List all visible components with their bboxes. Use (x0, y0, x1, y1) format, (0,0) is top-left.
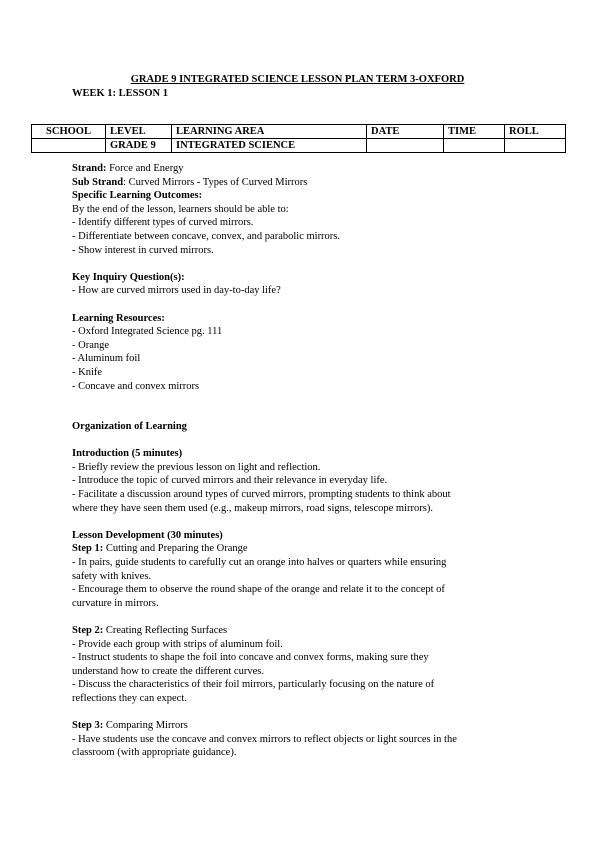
page-title: GRADE 9 INTEGRATED SCIENCE LESSON PLAN TERM 3-OXFORD (130, 74, 465, 85)
step-1-line: safety with knives. (72, 570, 152, 582)
resource-item: - Knife (72, 366, 103, 378)
step-2-line: - Provide each group with strips of aluminum foil. (72, 638, 283, 650)
inquiry-item: - How are curved mirrors used in day-to-day life? (72, 285, 281, 297)
step-3-title: Step 3: Comparing Mirrors (72, 720, 188, 732)
header-level: LEVEL (106, 125, 172, 139)
outcomes-intro: By the end of the lesson, learners should be able to: (72, 203, 289, 215)
header-date: DATE (367, 125, 444, 139)
introduction-line: - Briefly review the previous lesson on light and reflection. (72, 461, 321, 473)
cell-date (367, 139, 444, 153)
step-1-line: - In pairs, guide students to carefully cut an orange into halves or quarters while ensuring (72, 557, 447, 569)
development-heading: Lesson Development (30 minutes) (72, 529, 223, 541)
sub-strand-label: Sub Strand (72, 176, 124, 188)
step-1-line: curvature in mirrors. (72, 597, 159, 609)
info-table (31, 124, 566, 153)
resource-item: - Oxford Integrated Science pg. 111 (72, 326, 223, 338)
strand-line (72, 162, 524, 176)
introduction-heading: Introduction (5 minutes) (72, 448, 183, 460)
step-2-title: Step 2: Creating Reflecting Surfaces (72, 625, 228, 636)
introduction-line: - Facilitate a discussion around types of curved mirrors, prompting students to think about (72, 489, 451, 501)
cell-school (32, 139, 106, 153)
resource-item: - Aluminum foil (72, 353, 141, 365)
step-3-line: - Have students use the concave and convex mirrors to reflect objects or light sources in the (72, 733, 457, 745)
step-2-line: reflections they can expect. (72, 692, 187, 704)
introduction-line: where they have seen them used (e.g., makeup mirrors, road signs, telescope mirrors). (72, 502, 433, 514)
lesson-content (72, 162, 524, 760)
step-3-line: classroom (with appropriate guidance). (72, 747, 237, 759)
cell-level: GRADE 9 (106, 139, 172, 153)
cell-learning-area: INTEGRATED SCIENCE (172, 139, 367, 153)
header-school: SCHOOL (32, 125, 106, 139)
header-learning-area: LEARNING AREA (172, 125, 367, 139)
outcome-item: - Differentiate between concave, convex, and parabolic mirrors. (72, 230, 341, 242)
outcome-item: - Show interest in curved mirrors. (72, 244, 214, 256)
resource-item: - Concave and convex mirrors (72, 380, 200, 392)
outcome-item: - Identify different types of curved mirrors. (72, 217, 254, 229)
header-roll: ROLL (505, 125, 566, 139)
step-2-line: - Discuss the characteristics of their foil mirrors, particularly focusing on the nature of (72, 679, 435, 691)
info-table-header-row (32, 125, 566, 139)
week-label: WEEK 1: LESSON 1 (72, 88, 168, 99)
step-1-line: - Encourage them to observe the round shape of the orange and relate it to the concept of (72, 584, 445, 596)
organization-heading: Organization of Learning (72, 421, 187, 433)
strand-label: Strand: (72, 163, 107, 174)
info-table-value-row (32, 139, 566, 153)
inquiry-heading: Key Inquiry Question(s): (72, 271, 185, 283)
introduction-line: - Introduce the topic of curved mirrors and their relevance in everyday life. (72, 475, 388, 487)
step-2-line: - Instruct students to shape the foil into concave and convex forms, making sure they (72, 652, 429, 664)
header-time: TIME (444, 125, 505, 139)
step-1-title: Step 1: Cutting and Preparing the Orange (72, 543, 248, 555)
resource-item: - Orange (72, 339, 110, 351)
cell-time (444, 139, 505, 153)
resources-heading: Learning Resources: (72, 312, 165, 324)
sub-strand-value: : Curved Mirrors - Types of Curved Mirrors (123, 176, 308, 188)
cell-roll (505, 139, 566, 153)
step-2-line: understand how to create the different curves. (72, 665, 264, 677)
outcomes-heading: Specific Learning Outcomes: (72, 190, 203, 202)
strand-value: Force and Energy (106, 163, 184, 174)
sub-strand-line (72, 176, 524, 190)
